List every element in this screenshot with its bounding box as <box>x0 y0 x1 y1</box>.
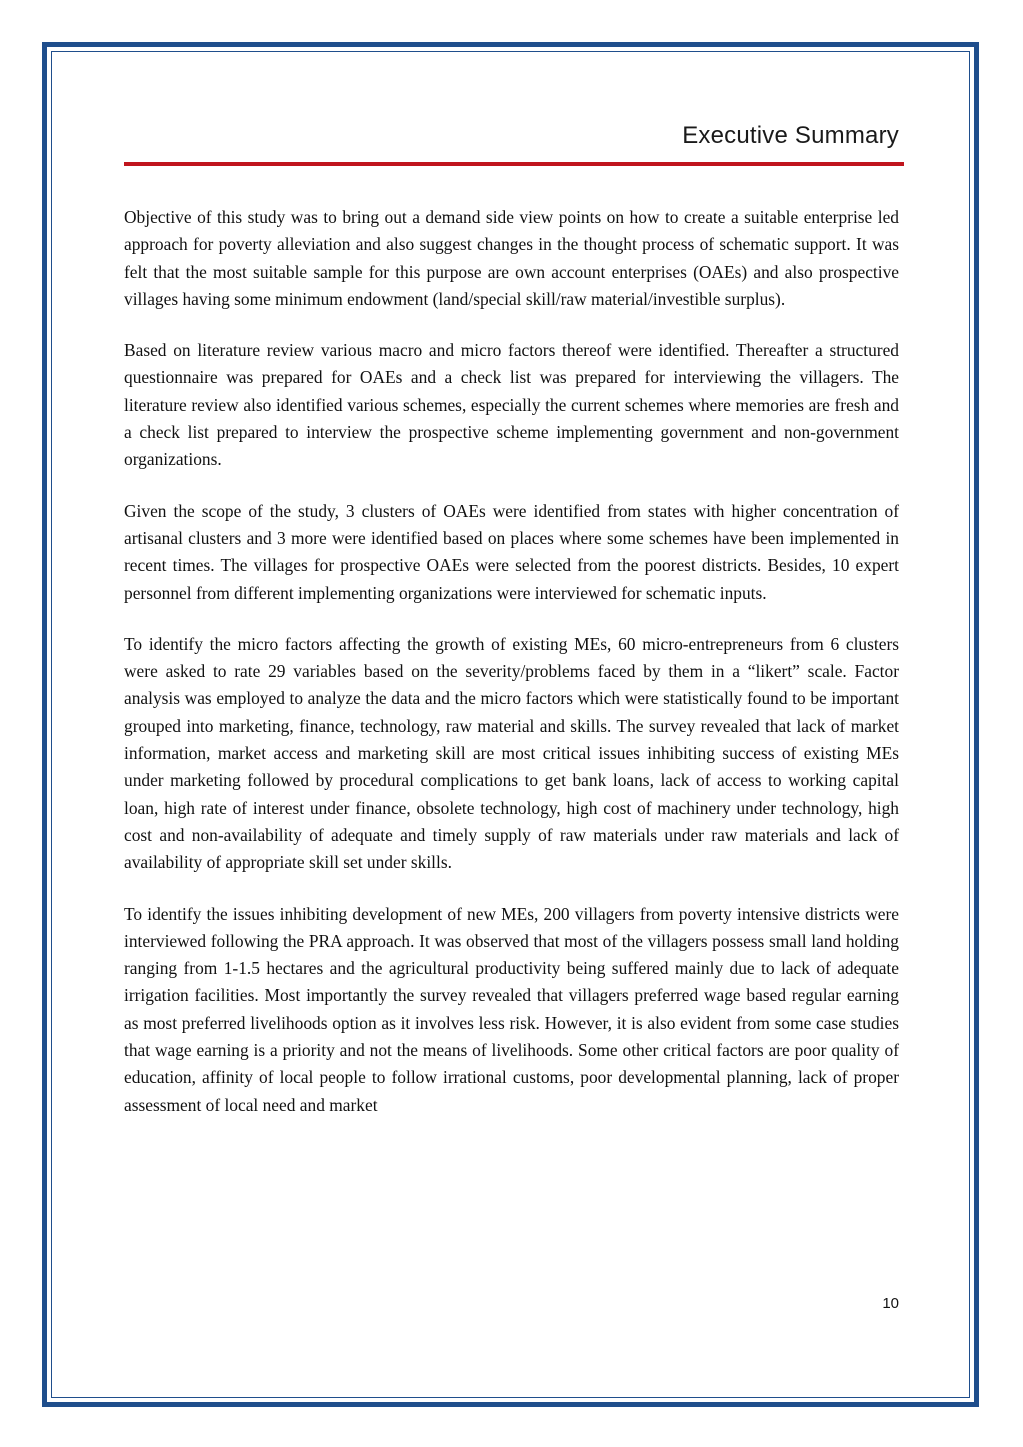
paragraph: Based on literature review various macro and micro factors thereof were identified. Thereafter a structured questionnaire was prepared for OAEs and a check list was prepared for interviewing the villagers. The literature review also identified various schemes, especially the current schemes where memories are fresh and a check list prepared to interview the prospective scheme implementing government and non-government organizations. <box>124 340 899 470</box>
page-title: Executive Summary <box>682 122 899 149</box>
paragraph: To identify the micro factors affecting the growth of existing MEs, 60 micro-entrepreneurs from 6 clusters were asked to rate 29 variables based on the severity/problems faced by them in a “likert” scale. Factor analysis was employed to analyze the data and the micro factors which were statistically found to be important grouped into marketing, finance, technology, raw material and skills. The survey revealed that lack of market information, market access and marketing skill are most critical issues inhibiting success of existing MEs under marketing followed by procedural complications to get bank loans, lack of access to working capital loan, high rate of interest under finance, obsolete technology, high cost of machinery under technology, high cost and non-availability of adequate and timely supply of raw materials under raw materials and lack of availability of appropriate skill set under skills. <box>124 633 899 873</box>
title-rule <box>124 162 904 166</box>
paragraph: Objective of this study was to bring out a demand side view points on how to create a suitable enterprise led approach for poverty alleviation and also suggest changes in the thought process of schematic support. It was felt that the most suitable sample for this purpose are own account enterprises (OAEs) and also prospective villages having some minimum endowment (land/special skill/raw material/investible surplus). <box>124 207 899 309</box>
paragraph: To identify the issues inhibiting development of new MEs, 200 villagers from poverty intensive districts were interviewed following the PRA approach. It was observed that most of the villagers possess small land holding ranging from 1-1.5 hectares and the agricultural productivity being suffered mainly due to lack of adequate irrigation facilities. Most importantly the survey revealed that villagers preferred wage based regular earning as most preferred livelihoods option as it involves less risk. However, it is also evident from some case studies that wage earning is a priority and not the means of livelihoods. Some other critical factors are poor quality of education, affinity of local people to follow irrational customs, poor developmental planning, lack of proper assessment of local need and market <box>124 903 899 1115</box>
paragraph: Given the scope of the study, 3 clusters of OAEs were identified from states with higher concentration of artisanal clusters and 3 more were identified based on places where some schemes have been implemented in recent times. The villages for prospective OAEs were selected from the poorest districts. Besides, 10 expert personnel from different implementing organizations were interviewed for schematic inputs. <box>124 500 899 603</box>
page-number: 10 <box>882 1295 899 1312</box>
body-text <box>124 204 899 1143</box>
